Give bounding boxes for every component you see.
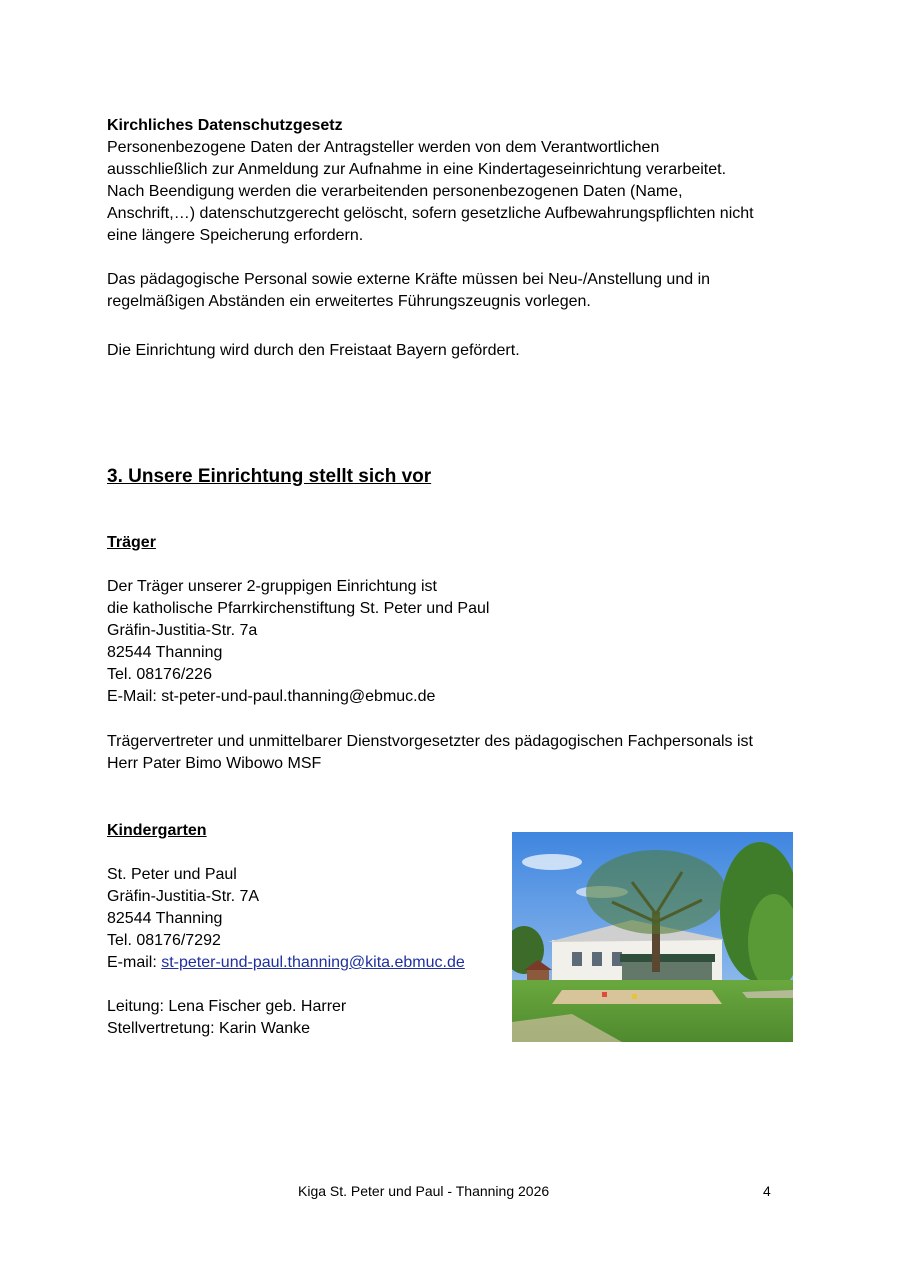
leitung-line: Leitung: Lena Fischer geb. Harrer [107, 998, 347, 1015]
datenschutz-line: ausschließlich zur Anmeldung zur Aufnahme in eine Kindertageseinrichtung verarbeitet. [107, 161, 727, 178]
kindergarten-staff [107, 996, 346, 1040]
kindergarten-line: St. Peter und Paul [107, 866, 237, 883]
stellvertretung-line: Stellvertretung: Karin Wanke [107, 1020, 311, 1037]
footer-text: Kiga St. Peter und Paul - Thanning 2026 [298, 1183, 550, 1199]
datenschutz-line: Anschrift,…) datenschutzgerecht gelöscht, sofern gesetzliche Aufbewahrungspflichten nicht [107, 205, 754, 222]
kindergarten-photo [512, 832, 793, 1042]
fuehrungszeugnis-paragraph [107, 269, 710, 313]
traeger-heading: Träger [107, 534, 156, 551]
kindergarten-line: 82544 Thanning [107, 910, 223, 927]
datenschutz-line: Personenbezogene Daten der Antragsteller werden von dem Verantwortlichen [107, 139, 660, 156]
traeger-line: Tel. 08176/226 [107, 666, 212, 683]
traeger-line: 82544 Thanning [107, 644, 223, 661]
vertreter-line: Herr Pater Bimo Wibowo MSF [107, 755, 322, 772]
email-label: E-mail: [107, 954, 162, 971]
kindergarten-address [107, 864, 465, 974]
foerderung-paragraph [107, 340, 520, 362]
traeger-email: E-Mail: st-peter-und-paul.thanning@ebmuc.de [107, 688, 436, 705]
kindergarten-line: Tel. 08176/7292 [107, 932, 221, 949]
traeger-line: Gräfin-Justitia-Str. 7a [107, 622, 258, 639]
datenschutz-heading: Kirchliches Datenschutzgesetz [107, 117, 343, 134]
kindergarten-email-line [107, 952, 465, 974]
paragraph-line: regelmäßigen Abständen ein erweitertes Führungszeugnis vorlegen. [107, 293, 591, 310]
datenschutz-line: Nach Beendigung werden die verarbeitenden personenbezogenen Daten (Name, [107, 183, 683, 200]
kindergarten-email-link[interactable]: st-peter-und-paul.thanning@kita.ebmuc.de [161, 954, 465, 971]
traeger-address [107, 576, 489, 708]
datenschutz-line: eine längere Speicherung erfordern. [107, 227, 364, 244]
kindergarten-heading: Kindergarten [107, 822, 207, 839]
kindergarten-line: Gräfin-Justitia-Str. 7A [107, 888, 260, 905]
traeger-line: Der Träger unserer 2-gruppigen Einrichtung ist [107, 578, 437, 595]
paragraph-line: Das pädagogische Personal sowie externe Kräfte müssen bei Neu-/Anstellung und in [107, 271, 711, 288]
paragraph-line: Die Einrichtung wird durch den Freistaat Bayern gefördert. [107, 342, 520, 359]
vertreter-line: Trägervertreter und unmittelbarer Dienstvorgesetzter des pädagogischen Fachpersonals ist [107, 733, 753, 750]
datenschutz-block [107, 115, 754, 247]
section-title: 3. Unsere Einrichtung stellt sich vor [107, 466, 432, 487]
traeger-line: die katholische Pfarrkirchenstiftung St. Peter und Paul [107, 600, 490, 617]
traeger-vertreter [107, 731, 753, 775]
page-number: 4 [763, 1183, 771, 1199]
